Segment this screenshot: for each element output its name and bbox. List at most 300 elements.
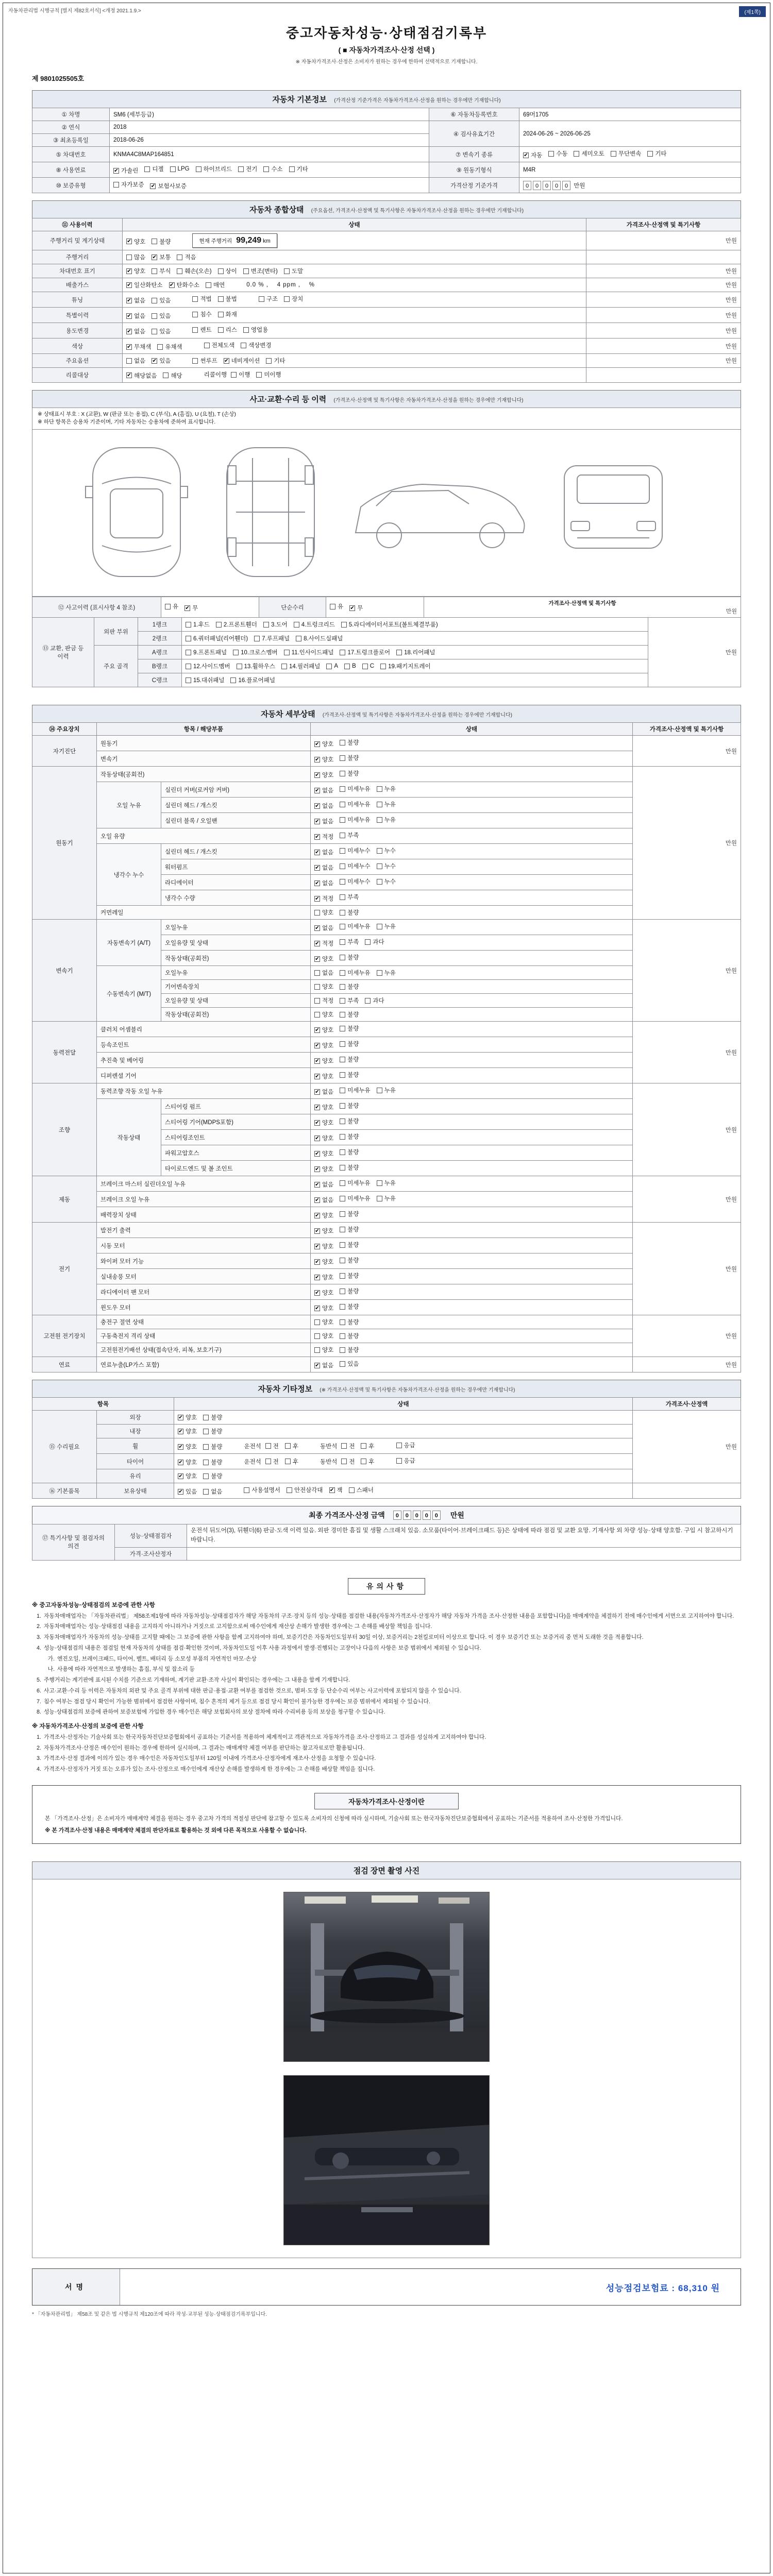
state-cell bbox=[311, 1176, 633, 1192]
checkbox-unchecked[interactable] bbox=[216, 620, 257, 629]
checkbox-unchecked[interactable] bbox=[377, 922, 396, 930]
state-cell bbox=[311, 875, 633, 890]
checkbox-checked[interactable] bbox=[126, 371, 157, 380]
checkbox-unchecked[interactable] bbox=[256, 370, 281, 379]
checkbox-label: 불량 bbox=[211, 1473, 223, 1480]
checkbox-unchecked[interactable] bbox=[340, 1010, 359, 1019]
checkbox-checked[interactable] bbox=[126, 281, 163, 289]
checkbox-checked[interactable] bbox=[314, 1361, 333, 1369]
checkbox-unchecked[interactable] bbox=[340, 922, 370, 930]
checkbox-checked[interactable] bbox=[126, 343, 151, 351]
checkbox-unchecked[interactable] bbox=[196, 165, 232, 173]
checkbox-unchecked[interactable] bbox=[340, 953, 359, 961]
checkbox-unchecked[interactable] bbox=[340, 1132, 359, 1141]
checkbox-unchecked[interactable] bbox=[192, 310, 211, 318]
checkbox-checked[interactable] bbox=[314, 740, 333, 748]
checkbox-unchecked[interactable] bbox=[341, 620, 438, 629]
checkbox-label: 불량 bbox=[347, 955, 359, 961]
checkbox-checked[interactable] bbox=[126, 267, 145, 275]
checkbox-unchecked[interactable] bbox=[377, 816, 396, 824]
overall-row bbox=[32, 354, 741, 368]
checkbox-unchecked[interactable] bbox=[186, 648, 227, 656]
rank-label: 1랭크 bbox=[138, 618, 182, 632]
checkbox-unchecked[interactable] bbox=[340, 800, 370, 808]
checkbox-unchecked[interactable] bbox=[231, 370, 250, 379]
checkbox-checked[interactable] bbox=[523, 151, 542, 159]
checkbox-unchecked[interactable] bbox=[377, 877, 396, 886]
insurance-fee-label: 성능점검보험료 : bbox=[606, 2283, 676, 2293]
checkbox-unchecked[interactable] bbox=[259, 295, 278, 303]
checkbox-unchecked[interactable] bbox=[126, 253, 145, 261]
checkbox-unchecked[interactable] bbox=[340, 1302, 359, 1311]
checkbox-unchecked[interactable] bbox=[113, 180, 144, 189]
checkbox-label: 양호 bbox=[186, 1429, 197, 1435]
checkbox-checked[interactable] bbox=[314, 1134, 333, 1142]
checkbox-unchecked[interactable] bbox=[340, 1071, 359, 1079]
checkbox-unchecked[interactable] bbox=[340, 862, 370, 870]
price-cell: 만원 bbox=[633, 1022, 741, 1083]
checkbox-label: 양호 bbox=[322, 1012, 334, 1018]
notice-item bbox=[32, 1622, 741, 1631]
checkbox-unchecked[interactable] bbox=[192, 326, 211, 334]
checkbox-checked[interactable] bbox=[314, 1289, 333, 1297]
checkbox-checked[interactable] bbox=[178, 1487, 197, 1496]
checkbox-unchecked[interactable] bbox=[340, 1332, 359, 1340]
checkbox-unchecked[interactable] bbox=[284, 267, 303, 275]
checkbox-box bbox=[340, 955, 345, 960]
checkbox-unchecked[interactable] bbox=[314, 982, 333, 991]
checkbox-unchecked[interactable] bbox=[340, 769, 359, 777]
checkbox-unchecked[interactable] bbox=[377, 1086, 396, 1094]
checkbox-checked[interactable] bbox=[178, 1427, 197, 1435]
checkbox-unchecked[interactable] bbox=[152, 312, 171, 320]
checkbox-unchecked[interactable] bbox=[377, 1194, 396, 1202]
checkbox-checked[interactable] bbox=[314, 1057, 333, 1065]
checkbox-box bbox=[254, 636, 260, 641]
state-cell bbox=[311, 798, 633, 813]
checkbox-label: 19.패키지트레이 bbox=[388, 664, 431, 670]
checkbox-unchecked[interactable] bbox=[330, 602, 343, 611]
checkbox-label: 기타 bbox=[296, 166, 308, 173]
checkbox-checked[interactable] bbox=[314, 1211, 333, 1219]
state-segment bbox=[178, 1471, 228, 1481]
checkbox-unchecked[interactable] bbox=[165, 602, 178, 611]
checkbox-unchecked[interactable] bbox=[340, 785, 370, 793]
checkbox-unchecked[interactable] bbox=[203, 1443, 222, 1451]
checkbox-checked[interactable] bbox=[314, 1273, 333, 1281]
checkbox-unchecked[interactable] bbox=[340, 982, 359, 991]
checkbox-checked[interactable] bbox=[314, 771, 333, 779]
checkbox-unchecked[interactable] bbox=[170, 166, 190, 172]
checkbox-label: 불량 bbox=[347, 1118, 359, 1125]
checkbox-unchecked[interactable] bbox=[377, 846, 396, 855]
checkbox-unchecked[interactable] bbox=[218, 267, 237, 275]
checkbox-unchecked[interactable] bbox=[340, 1346, 359, 1354]
checkbox-box: ✔ bbox=[127, 328, 131, 334]
checkbox-checked[interactable] bbox=[152, 357, 171, 365]
checkbox-unchecked[interactable] bbox=[377, 969, 396, 977]
checkbox-checked[interactable] bbox=[314, 1242, 333, 1250]
checkbox-unchecked[interactable] bbox=[177, 267, 211, 275]
checkbox-unchecked[interactable] bbox=[192, 295, 211, 303]
checkbox-unchecked[interactable] bbox=[340, 1287, 359, 1295]
checkbox-unchecked[interactable] bbox=[340, 1256, 359, 1264]
checkbox-label: 있음 bbox=[186, 1489, 197, 1495]
checkbox-unchecked[interactable] bbox=[186, 620, 210, 629]
checkbox-box bbox=[203, 1460, 209, 1465]
state-cell bbox=[311, 1343, 633, 1357]
checkbox-unchecked[interactable] bbox=[340, 1024, 359, 1032]
checkbox-checked[interactable] bbox=[184, 604, 198, 612]
checkbox-checked[interactable] bbox=[314, 802, 333, 810]
checkbox-unchecked[interactable] bbox=[243, 326, 268, 334]
checkbox-checked[interactable] bbox=[314, 1196, 333, 1204]
checkbox-checked[interactable] bbox=[314, 1103, 333, 1111]
checkbox-unchecked[interactable] bbox=[340, 816, 370, 824]
checkbox-checked[interactable] bbox=[314, 924, 333, 932]
checkbox-unchecked[interactable] bbox=[349, 1486, 374, 1494]
checkbox-checked[interactable] bbox=[314, 817, 333, 825]
price-cell: 만원 bbox=[586, 323, 741, 338]
checkbox-label: 불량 bbox=[347, 1103, 359, 1109]
checkbox-unchecked[interactable] bbox=[281, 662, 320, 670]
state-segment bbox=[204, 370, 288, 379]
checkbox-unchecked[interactable] bbox=[186, 676, 224, 684]
checkbox-unchecked[interactable] bbox=[340, 908, 359, 917]
checkbox-label: 기타 bbox=[274, 358, 285, 364]
checkbox-unchecked[interactable] bbox=[574, 149, 604, 158]
checkbox-checked[interactable] bbox=[314, 786, 333, 794]
checkbox-box bbox=[361, 1443, 366, 1449]
checkbox-checked[interactable] bbox=[126, 312, 145, 320]
checkbox-unchecked[interactable] bbox=[126, 357, 145, 365]
checkbox-unchecked[interactable] bbox=[233, 648, 278, 656]
checkbox-box bbox=[256, 372, 262, 378]
item-part-cell: 배력장치 상태 bbox=[97, 1207, 311, 1223]
col-item: 항목 bbox=[32, 1398, 174, 1411]
checkbox-unchecked[interactable] bbox=[285, 1442, 298, 1450]
checkbox-unchecked[interactable] bbox=[314, 1346, 333, 1354]
checkbox-unchecked[interactable] bbox=[263, 620, 288, 629]
item-part-cell: 브레이크 마스터 실린더오일 누유 bbox=[97, 1176, 311, 1192]
checkbox-unchecked[interactable] bbox=[396, 1456, 415, 1465]
checkbox-unchecked[interactable] bbox=[340, 1101, 359, 1110]
checkbox-checked[interactable] bbox=[314, 1304, 333, 1312]
checkbox-unchecked[interactable] bbox=[285, 1458, 298, 1466]
signature-box bbox=[32, 2268, 741, 2306]
checkbox-unchecked[interactable] bbox=[340, 1241, 359, 1249]
checkbox-unchecked[interactable] bbox=[340, 1272, 359, 1280]
checkbox-unchecked[interactable] bbox=[203, 1427, 222, 1435]
item-part-cell: 파워고압호스 bbox=[161, 1145, 311, 1161]
checkbox-unchecked[interactable] bbox=[341, 1458, 355, 1466]
checkbox-unchecked[interactable] bbox=[203, 1458, 222, 1466]
checkbox-label: 불량 bbox=[211, 1429, 223, 1435]
checkbox-label: 미세누수 bbox=[347, 848, 371, 854]
checkbox-unchecked[interactable] bbox=[314, 908, 333, 917]
checkbox-unchecked[interactable] bbox=[340, 754, 359, 762]
checkbox-box: ✔ bbox=[185, 605, 190, 611]
checkbox-checked[interactable] bbox=[314, 1118, 333, 1127]
checkbox-box bbox=[233, 650, 239, 655]
checkbox-unchecked[interactable] bbox=[647, 149, 666, 158]
checkbox-unchecked[interactable] bbox=[218, 295, 237, 303]
notice-item-text: 자동차가격조사·산정은 매수인이 원하는 경우에 한하여 실시하며, 그 결과는 매매계약 체결 여부를 판단하는 참고자료로만 활용됩니다. bbox=[44, 1744, 365, 1751]
state-cell bbox=[311, 1238, 633, 1253]
checkbox-checked[interactable] bbox=[126, 327, 145, 335]
checkbox-checked[interactable] bbox=[178, 1443, 197, 1451]
checkbox-checked[interactable] bbox=[314, 879, 333, 887]
checkbox-unchecked[interactable] bbox=[203, 1413, 222, 1421]
section-inspection-photos bbox=[32, 1861, 741, 2258]
checkbox-box bbox=[170, 166, 176, 172]
checkbox-unchecked[interactable] bbox=[340, 969, 370, 977]
checkbox-unchecked[interactable] bbox=[289, 165, 308, 173]
checkbox-unchecked[interactable] bbox=[177, 253, 196, 261]
checkbox-checked[interactable] bbox=[314, 894, 333, 903]
checkbox-label: 전체도색 bbox=[211, 343, 235, 349]
checkbox-unchecked[interactable] bbox=[263, 165, 282, 173]
checkbox-unchecked[interactable] bbox=[163, 371, 182, 380]
notice-item-text: 사고·교환·수리 등 이력은 자동차의 외판 및 주요 골격 부위에 대한 판금·용접·교환 여부를 점검한 것으로, 범퍼·도장 등 단순수리 여부는 사고이력에 포함되지 않을 수 있습니다. bbox=[44, 1687, 461, 1694]
checkbox-checked[interactable] bbox=[349, 604, 363, 612]
item-part-cell: 와이퍼 모터 기능 bbox=[97, 1253, 311, 1269]
checkbox-unchecked[interactable] bbox=[361, 1442, 374, 1450]
section-note: (가격조사·산정액 및 특기사항은 자동차가격조사·산정을 원하는 경우에만 기재합니다) bbox=[333, 397, 524, 403]
checkbox-unchecked[interactable] bbox=[152, 327, 171, 335]
checkbox-checked[interactable] bbox=[314, 1041, 333, 1049]
checkbox-unchecked[interactable] bbox=[314, 1318, 333, 1326]
checkbox-unchecked[interactable] bbox=[326, 663, 338, 669]
checkbox-checked[interactable] bbox=[152, 253, 171, 261]
checkbox-checked[interactable] bbox=[314, 833, 333, 841]
checkbox-unchecked[interactable] bbox=[192, 357, 217, 365]
checkbox-unchecked[interactable] bbox=[340, 648, 390, 656]
checkbox-label: 불량 bbox=[211, 1415, 223, 1421]
checkbox-unchecked[interactable] bbox=[340, 1225, 359, 1233]
notice-subitem-number: 가. bbox=[47, 1655, 55, 1662]
final-price-section bbox=[32, 1506, 741, 1561]
checkbox-unchecked[interactable] bbox=[218, 326, 237, 334]
checkbox-unchecked[interactable] bbox=[361, 1458, 374, 1466]
checkbox-unchecked[interactable] bbox=[340, 893, 359, 901]
checkbox-unchecked[interactable] bbox=[340, 938, 359, 946]
checkbox-unchecked[interactable] bbox=[340, 846, 370, 855]
checkbox-box: ✔ bbox=[127, 239, 131, 244]
col-state: 상태 bbox=[311, 723, 633, 736]
checkbox-checked[interactable] bbox=[169, 281, 199, 289]
checkbox-unchecked[interactable] bbox=[265, 1442, 279, 1450]
checkbox-box bbox=[340, 833, 345, 838]
checkbox-unchecked[interactable] bbox=[152, 238, 171, 246]
checkbox-unchecked[interactable] bbox=[152, 296, 171, 304]
checkbox-checked[interactable] bbox=[314, 939, 333, 947]
checkbox-unchecked[interactable] bbox=[340, 1117, 359, 1125]
checkbox-unchecked[interactable] bbox=[340, 1360, 359, 1368]
checkbox-unchecked[interactable] bbox=[203, 1487, 222, 1496]
price-cell: 만원 bbox=[633, 736, 741, 767]
price-cell: 만원 bbox=[633, 1223, 741, 1315]
notice-subitem bbox=[44, 1655, 741, 1664]
checkbox-checked[interactable] bbox=[178, 1472, 197, 1480]
checkbox-unchecked[interactable] bbox=[287, 1486, 323, 1494]
checkbox-checked[interactable] bbox=[314, 1165, 333, 1173]
checkbox-checked[interactable] bbox=[178, 1458, 197, 1466]
year-label: ② 연식 bbox=[32, 121, 110, 134]
checkbox-unchecked[interactable] bbox=[377, 800, 396, 808]
warranty-options bbox=[110, 178, 429, 193]
checkbox-unchecked[interactable] bbox=[254, 634, 290, 642]
checkbox-label: 누유 bbox=[384, 817, 396, 823]
checkbox-box bbox=[216, 622, 222, 628]
checkbox-checked[interactable] bbox=[314, 1227, 333, 1235]
device-cell: 전기 bbox=[32, 1223, 97, 1315]
checkbox-unchecked[interactable] bbox=[377, 862, 396, 870]
checkbox-unchecked[interactable] bbox=[340, 1040, 359, 1048]
checkbox-unchecked[interactable] bbox=[243, 267, 278, 275]
state-cell bbox=[174, 1454, 633, 1469]
checkbox-checked[interactable] bbox=[126, 238, 145, 246]
reg-no-label: ⑥ 자동차등록번호 bbox=[429, 108, 519, 121]
checkbox-unchecked[interactable] bbox=[241, 341, 271, 349]
checkbox-unchecked[interactable] bbox=[284, 295, 303, 303]
checkbox-label: 보험사보증 bbox=[158, 183, 187, 190]
checkbox-unchecked[interactable] bbox=[284, 648, 334, 656]
checkbox-unchecked[interactable] bbox=[340, 1163, 359, 1172]
checkbox-unchecked[interactable] bbox=[203, 1472, 222, 1480]
checkbox-unchecked[interactable] bbox=[396, 1441, 415, 1449]
notice-item bbox=[32, 1765, 741, 1774]
checkbox-label: 양호 bbox=[322, 1105, 334, 1111]
state-cell bbox=[123, 308, 586, 323]
checkbox-unchecked[interactable] bbox=[206, 281, 225, 289]
checkbox-unchecked[interactable] bbox=[548, 149, 567, 158]
checkbox-unchecked[interactable] bbox=[265, 1458, 279, 1466]
checkbox-unchecked[interactable] bbox=[340, 1179, 370, 1187]
checkbox-unchecked[interactable] bbox=[340, 1194, 370, 1202]
checkbox-unchecked[interactable] bbox=[365, 996, 384, 1005]
checkbox-checked[interactable] bbox=[314, 863, 333, 872]
checkbox-box bbox=[241, 343, 246, 348]
checkbox-unchecked[interactable] bbox=[340, 1148, 359, 1156]
checkbox-unchecked[interactable] bbox=[204, 341, 234, 349]
checkbox-checked[interactable] bbox=[314, 848, 333, 856]
checkbox-unchecked[interactable] bbox=[365, 938, 384, 946]
checkbox-unchecked[interactable] bbox=[314, 1332, 333, 1340]
checkbox-checked[interactable] bbox=[314, 1072, 333, 1080]
checkbox-checked[interactable] bbox=[314, 955, 333, 963]
checkbox-box bbox=[314, 1012, 320, 1018]
checkbox-unchecked[interactable] bbox=[314, 969, 333, 977]
state-segment bbox=[244, 1442, 305, 1451]
checkbox-label: 전기 bbox=[246, 166, 258, 173]
checkbox-unchecked[interactable] bbox=[266, 357, 285, 365]
checkbox-unchecked[interactable] bbox=[340, 1318, 359, 1326]
checkbox-unchecked[interactable] bbox=[157, 343, 182, 351]
state-cell bbox=[123, 338, 586, 354]
checkbox-label: 변조(변타) bbox=[250, 268, 278, 275]
checkbox-box bbox=[186, 664, 191, 669]
amount-digit-box: 0 bbox=[543, 181, 551, 190]
checkbox-unchecked[interactable] bbox=[377, 785, 396, 793]
checkbox-unchecked[interactable] bbox=[230, 676, 275, 684]
checkbox-unchecked[interactable] bbox=[340, 738, 359, 747]
checkbox-label: LPG bbox=[177, 166, 190, 172]
checkbox-unchecked[interactable] bbox=[244, 1486, 280, 1494]
checkbox-unchecked[interactable] bbox=[238, 165, 257, 173]
checkbox-checked[interactable] bbox=[314, 1258, 333, 1266]
checkbox-box bbox=[340, 939, 345, 945]
checkbox-unchecked[interactable] bbox=[152, 267, 171, 275]
price-cell: 만원 bbox=[633, 1357, 741, 1372]
checkbox-label: 적정 bbox=[322, 834, 334, 840]
checkbox-checked[interactable] bbox=[126, 296, 145, 304]
checkbox-unchecked[interactable] bbox=[294, 620, 335, 629]
state-cell bbox=[311, 1207, 633, 1223]
checkbox-checked[interactable] bbox=[314, 1026, 333, 1034]
checkbox-checked[interactable] bbox=[314, 1180, 333, 1189]
checkbox-unchecked[interactable] bbox=[340, 1055, 359, 1063]
checkbox-unchecked[interactable] bbox=[341, 1442, 355, 1450]
checkbox-unchecked[interactable] bbox=[344, 663, 356, 669]
checkbox-checked[interactable] bbox=[113, 166, 138, 175]
checkbox-checked[interactable] bbox=[314, 755, 333, 764]
item-part-cell: 클러치 어셈블리 bbox=[97, 1022, 311, 1037]
state-cell bbox=[174, 1469, 633, 1483]
checkbox-unchecked[interactable] bbox=[340, 1210, 359, 1218]
checkbox-label: 양호 bbox=[134, 268, 146, 275]
checkbox-unchecked[interactable] bbox=[340, 996, 359, 1005]
checkbox-unchecked[interactable] bbox=[314, 996, 333, 1005]
checkbox-unchecked[interactable] bbox=[377, 1179, 396, 1187]
checkbox-checked[interactable] bbox=[314, 1088, 333, 1096]
checkbox-unchecked[interactable] bbox=[218, 310, 237, 318]
checkbox-checked[interactable] bbox=[314, 1149, 333, 1158]
item-part-cell: 연료누출(LP가스 포함) bbox=[97, 1357, 311, 1372]
checkbox-unchecked[interactable] bbox=[380, 662, 431, 670]
device-cell: 연료 bbox=[32, 1357, 97, 1372]
item-part-cell: 디퍼렌셜 기어 bbox=[97, 1068, 311, 1083]
checkbox-unchecked[interactable] bbox=[340, 877, 370, 886]
checkbox-unchecked[interactable] bbox=[314, 1010, 333, 1019]
checkbox-unchecked[interactable] bbox=[340, 1086, 370, 1094]
item-part-cell: 실린더 커버(로커암 커버) bbox=[161, 782, 311, 798]
checkbox-unchecked[interactable] bbox=[186, 662, 230, 670]
state-cell bbox=[311, 890, 633, 906]
checkbox-label: 응급 bbox=[404, 1443, 415, 1449]
state-segment bbox=[192, 294, 243, 303]
checkbox-unchecked[interactable] bbox=[144, 165, 163, 173]
checkbox-unchecked[interactable] bbox=[611, 149, 641, 158]
checkbox-label: 불량 bbox=[347, 1304, 359, 1310]
checkbox-unchecked[interactable] bbox=[296, 634, 343, 642]
checkbox-checked[interactable] bbox=[178, 1413, 197, 1421]
checkbox-unchecked[interactable] bbox=[186, 634, 248, 642]
price-cell: 만원 bbox=[586, 278, 741, 292]
checkbox-box: ✔ bbox=[114, 167, 119, 174]
checkbox-box bbox=[186, 650, 191, 655]
checkbox-unchecked[interactable] bbox=[396, 648, 435, 656]
checkbox-box bbox=[340, 924, 345, 929]
checkbox-checked[interactable] bbox=[329, 1486, 343, 1494]
checkbox-unchecked[interactable] bbox=[237, 662, 275, 670]
other-item-label: 타이어 bbox=[97, 1454, 174, 1469]
checkbox-unchecked[interactable] bbox=[340, 831, 359, 839]
checkbox-checked[interactable] bbox=[150, 182, 187, 190]
checkbox-box bbox=[377, 1180, 382, 1186]
checkbox-checked[interactable] bbox=[224, 357, 260, 365]
checkbox-unchecked[interactable] bbox=[362, 663, 374, 669]
